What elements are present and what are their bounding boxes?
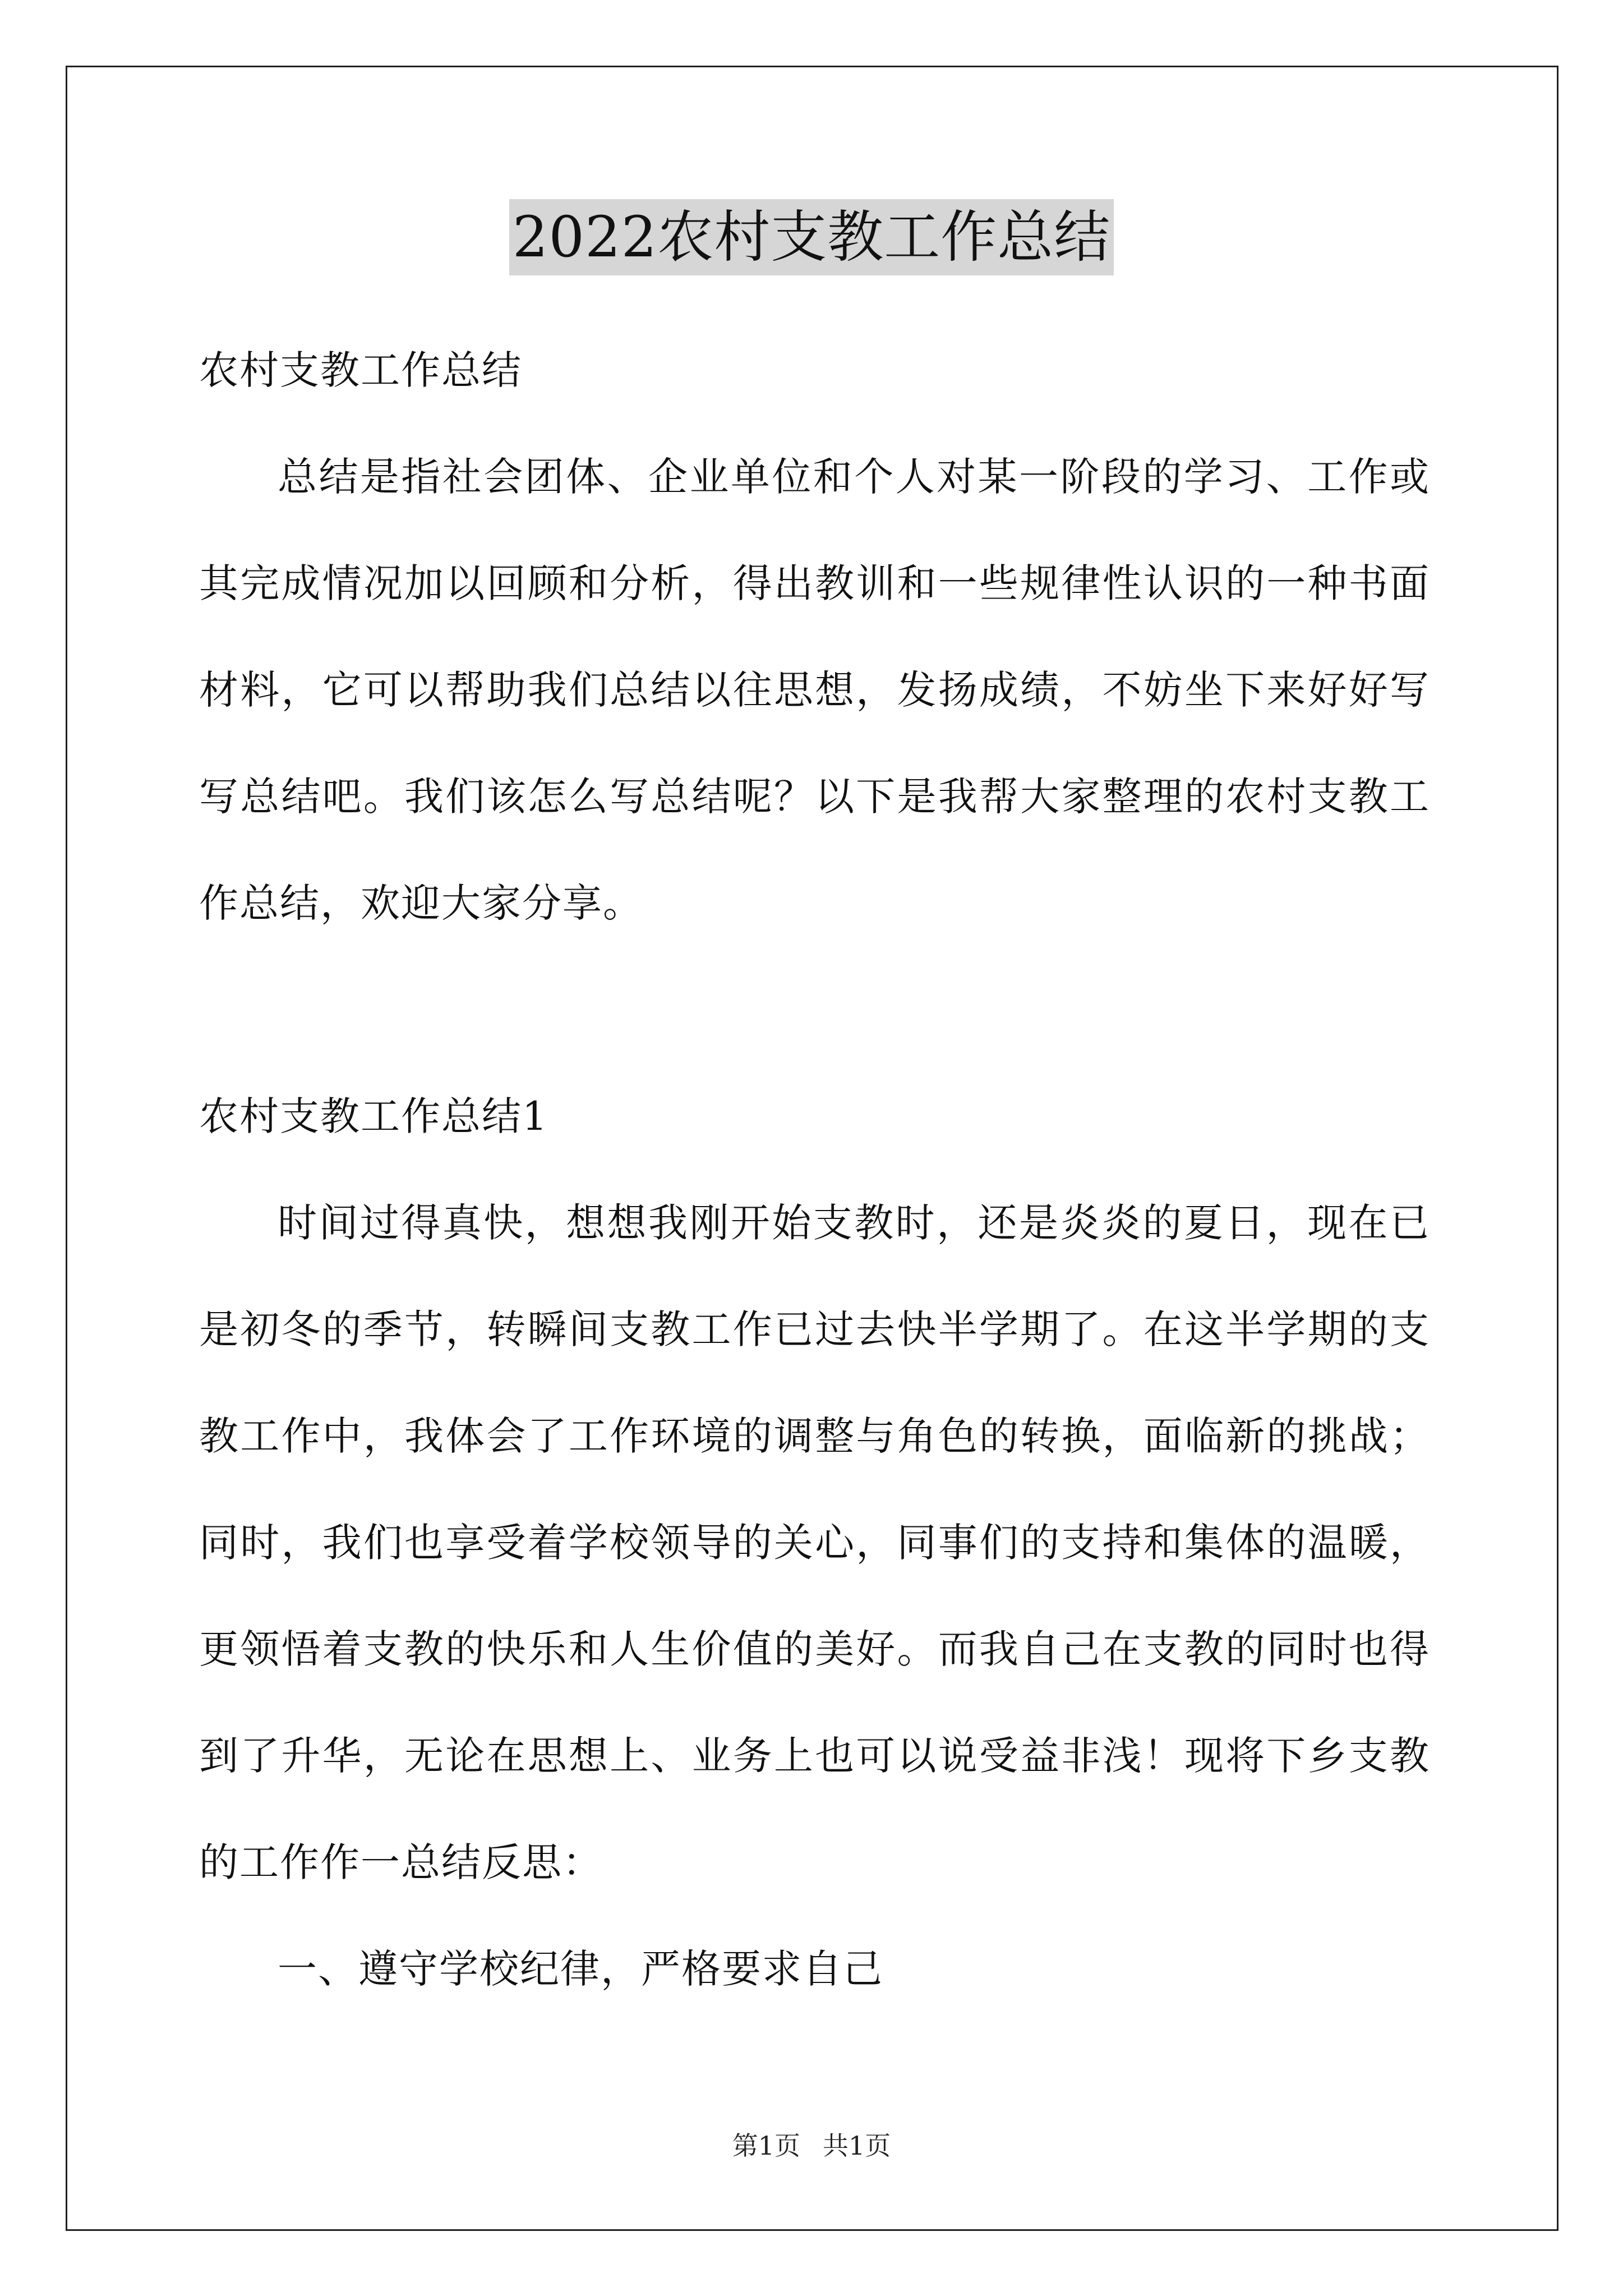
intro-paragraph: 总结是指社会团体、企业单位和个人对某一阶段的学习、工作或其完成情况加以回顾和分析，得出教训和一些规律性认识的一种书面材料，它可以帮助我们总结以往思想，发扬成绩，不妨坐下来好好写写总结吧。我们该怎么写总结呢？以下是我帮大家整理的农村支教工作总结，欢迎大家分享。 (199, 454, 1430, 926)
page-total: 共1页 (823, 2131, 891, 2161)
section-subheading: 一、遵守学校纪律，严格要求自己 (278, 1946, 883, 1992)
paragraph-spacer (199, 956, 1430, 1063)
section-paragraph: 时间过得真快，想想我刚开始支教时，还是炎炎的夏日，现在已是初冬的季节，转瞬间支教工作已过去快半学期了。在这半学期的支教工作中，我体会了工作环境的调整与角色的转换，面临新的挑战；同时，我们也享受着学校领导的关心，同事们的支持和集体的温暖，更领悟着支教的快乐和人生价值的美好。而我自己在支教的同时也得到了升华，无论在思想上、业务上也可以说受益非浅！现将下乡支教的工作作一总结反思： (199, 1200, 1430, 1885)
section-heading: 农村支教工作总结1 (199, 1093, 548, 1139)
document-subtitle: 农村支教工作总结 (199, 347, 522, 393)
document-title: 2022农村支教工作总结 (509, 199, 1114, 275)
page-number: 第1页 (732, 2131, 800, 2161)
document-body (199, 317, 1430, 2022)
title-container (0, 199, 1623, 275)
page-footer (0, 2129, 1623, 2162)
